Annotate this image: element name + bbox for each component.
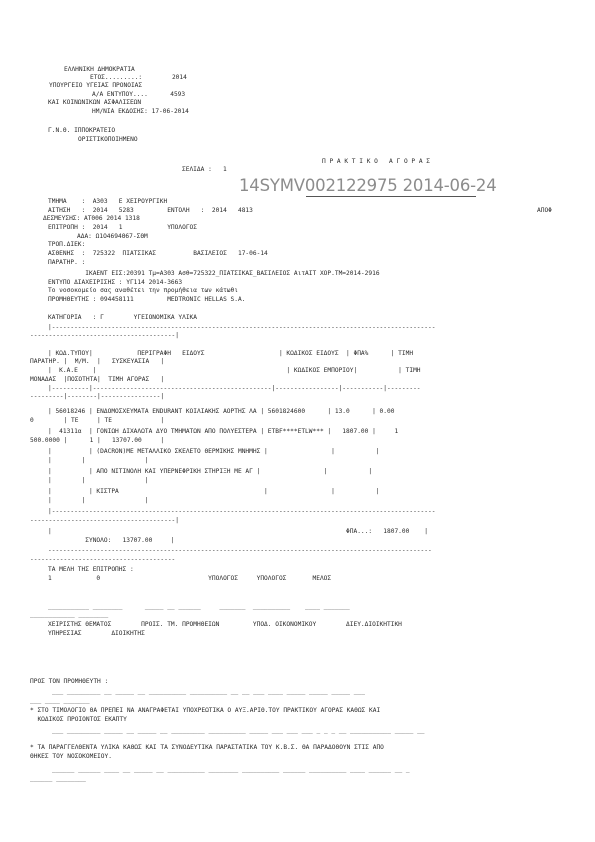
table-header-1: | ΚΩΔ.ΤΥΠΟΥ| ΠΕΡΙΓΡΑΦΗ ΕΙΔΟΥΣ | ΚΩΔΙΚΟΣ ΕΙΔΟΥΣ | ΦΠΑ% | ΤΙΜΗ	[48, 350, 414, 357]
table-header-2-cont: ΜΟΝΑΔΑΣ |ΠΟΣΟΤΗΤΑ| ΤΙΜΗ ΑΓΟΡΑΣ |	[30, 376, 165, 383]
committee-title: ΤΑ ΜΕΛΗ ΤΗΣ ΕΠΙΤΡΟΠΗΣ :	[48, 566, 134, 573]
table-header-separator-cont: ---------|--------|----------------|	[30, 393, 165, 400]
table-row-cont: | | |	[48, 497, 149, 504]
header-ministry-cont: ΚΑΙ ΚΟΙΝΩΝΙΚΩΝ ΑΣΦΑΛΙΣΕΩΝ	[48, 99, 142, 106]
signature-lines-cont: ____________ ________	[30, 611, 109, 618]
footer-note-invoice-cont: ΚΩΔΙΚΟΣ ΠΡΟΙΟΝΤΟΣ ΕΚΑΠΤΥ	[30, 716, 127, 723]
table-header-separator: |----------|------------------------------------------------|-----------------|-----------|---------	[48, 385, 421, 392]
header-form-number: Α/Α ΕΝΤΥΠΟΥ.... 4593	[92, 91, 186, 98]
committee-members: 1 0 ΥΠΟΛΟΓΟΣ ΥΠΟΛΟΓΟΣ ΜΕΛΟΣ	[48, 575, 332, 582]
table-row: | 56018246 | ΕΝΔΟΜΟΣΧΕΥΜΑΤΑ ENDURANT ΚΟΙΛΙΑΚΗΣ ΑΟΡΤΗΣ ΛΑ | 5601824600 | 13.0 | 0.00	[48, 408, 395, 415]
footer-rule: ___ _________ __ _____ __ __________ __________ __ __ ___ ____ _____ _____ _____ ___	[52, 688, 365, 695]
info-supplier: ΠΡΟΜΗΘΕΥΤΗΣ : 094458111 MEDTRONIC HELLAS S.A.	[48, 296, 246, 303]
signature-labels-cont: ΥΠΗΡΕΣΙΑΣ ΔΙΟΙΚΗΤΗΣ	[48, 630, 145, 637]
table-border-top: |-------------------------------------------------------------------------------------------------------	[48, 324, 436, 331]
footer-rule-cont: ___ ____ _______	[30, 697, 90, 704]
info-decision: ΑΠΟΦ	[537, 207, 552, 214]
footer-rule: ___ _________ _____ __ _____ __ _________ __________ _____ ___ ___ ___ _ _ _ __ ___________ _____ __	[52, 727, 425, 734]
table-row: | | ΑΠΟ ΝΙΤΙΝΟΛΗ ΚΑΙ ΥΠΕΡΝΕΦΡΙΚΗ ΣΤΗΡΙΞΗ ΜΕ ΑΓ | | |	[48, 468, 373, 475]
header-issue-date: ΗΜ/ΝΙΑ ΕΚΔΟΣΗΣ: 17-06-2014	[92, 108, 189, 115]
info-department: ΤΜΗΜΑ : Α303 Ε ΧΕΙΡΟΥΡΓΙΚΗ	[48, 198, 168, 205]
header-republic: ΕΛΛΗΝΙΚΗ ΔΗΜΟΚΡΑΤΙΑ	[64, 66, 135, 73]
vat-total: | ΦΠΑ...: 1807.00 |	[48, 528, 428, 535]
stamp-underline	[306, 196, 476, 197]
info-patient: ΑΣΘΕΝΗΣ : 725322 ΠΙΑΤΣΙΚΑΣ ΒΑΣΙΛΕΙΟΣ 17-06-14	[48, 250, 268, 257]
table-header-1-cont: ΠΑΡΑΤΗΡ. | Μ/Μ. | ΣΥΣΚΕΥΑΣΙΑ |	[30, 358, 165, 365]
table-border-bottom: |-------------------------------------------------------------------------------------------------------	[48, 508, 436, 515]
table-row-cont: | | |	[48, 457, 149, 464]
table-row: | | (DACRON)ΜΕ ΜΕΤΑΛΛΙΚΟ ΣΚΕΛΕΤΟ ΘΕΡΜΙΚΗΣ ΜΝΗΜΗΣ | | |	[48, 448, 380, 455]
table-border-bottom-cont: ---------------------------------------|	[30, 517, 180, 524]
table-row-cont: 500.0000 | 1 | 13707.00 |	[30, 437, 165, 444]
info-assignment: Το νοσοκομείο σας αναθέτει την προμήθεια των κάτωθι	[48, 287, 238, 294]
info-management-form: ΕΝΤΥΠΟ ΔΙΑΧΕΙΡΙΣΗΣ : ΥΓ114 2014-3663	[48, 279, 183, 286]
footer-note-delivery-cont: ΘΗΚΕΣ ΤΟΥ ΝΟΣΟΚΟΜΕΙΟΥ.	[30, 753, 112, 760]
info-request: ΑΙΤΗΣΗ : 2014 5283 ΕΝΤΟΛΗ : 2014 4813	[48, 207, 253, 214]
info-committee: ΕΠΙΤΡΟΠΗ : 2014 1 ΥΠΟΛΟΓΟΣ	[48, 224, 198, 231]
registry-stamp: 14SYMV002122975 2014-06-24	[239, 176, 497, 195]
info-trop: ΤΡΟΠ.ΔΙΕΚ:	[48, 241, 86, 248]
table-row: | 41311α | ΓΟΝΙΩΗ ΔΙΧΑΛΩΤΑ ΔΥΟ ΤΜΗΜΑΤΩΝ ΑΠΟ ΠΟΛΥΕΣΤΕΡΑ | ETBF****ETLW*** | 1807.00 | 1	[48, 428, 399, 435]
header-status: ΟΡΙΣΤΙΚΟΠΟΙΗΜΕΝΟ	[78, 136, 138, 143]
totals-border: -------------------------------------------------------------------------------------------------------	[48, 547, 432, 554]
footer-note-invoice: * ΣΤΟ ΤΙΜΟΛΟΓΙΟ ΘΑ ΠΡΕΠΕΙ ΝΑ ΑΝΑΓΡΑΦΕΤΑΙ ΥΠΟΧΡΕΩΤΙΚΑ Ο ΑΥΞ.ΑΡΙΘ.ΤΟΥ ΠΡΑΚΤΙΚΟΥ ΑΓΟΡΑΣ ΚΑΘΩΣ ΚΑΙ	[30, 707, 381, 714]
table-row: | | ΚΙΣΤΡΑ | | |	[48, 488, 380, 495]
table-row-cont: 0 | ΤΕ | ΤΕ |	[30, 417, 165, 424]
table-row-cont: | | |	[48, 477, 149, 484]
header-hospital: Γ.Ν.Θ. ΙΠΠΟΚΡΑΤΕΙΟ	[48, 127, 116, 134]
grand-total: ΣΥΝΟΛΟ: 13707.00 |	[48, 537, 175, 544]
header-year: ΕΤΟΣ.........: 2014	[90, 74, 187, 81]
document-title: Π Ρ Α Κ Τ Ι Κ Ο Α Γ Ο Ρ Α Σ	[322, 158, 431, 165]
info-commitment: ΔΕΣΜΕΥΣΗΣ: ΑΤ006 2014 1318	[43, 215, 140, 222]
table-header-2: | Κ.Α.Ε | | ΚΩΔΙΚΟΣ ΕΜΠΟΡΙΟΥ| | ΤΙΜΗ	[48, 367, 421, 374]
category-line: ΚΑΤΗΓΟΡΙΑ : Γ ΥΓΕΙΟΝΟΜΙΚΑ ΥΛΙΚΑ	[48, 314, 198, 321]
footer-rule: ______ ______ ____ __ _____ __ __________ ________ __________ ______ __________ ____ ______ __ _	[52, 766, 410, 773]
footer-note-delivery: * ΤΑ ΠΑΡΑΓΓΕΛΘΕΝΤΑ ΥΛΙΚΑ ΚΑΘΩΣ ΚΑΙ ΤΑ ΣΥΝΟΔΕΥΤΙΚΑ ΠΑΡΑΣΤΑΤΙΚΑ ΤΟΥ Κ.Β.Σ. ΘΑ ΠΑΡΑΔΟΘΟΥΝ ΣΤΙΣ ΑΠΟ	[30, 744, 384, 751]
header-ministry: ΥΠΟΥΡΓΕΙΟ ΥΓΕΙΑΣ ΠΡΟΝΟΙΑΣ	[49, 82, 143, 89]
to-supplier-heading: ΠΡΟΣ ΤΟΝ ΠΡΟΜΗΘΕΥΤΗ :	[30, 678, 109, 685]
signature-labels: ΧΕΙΡΙΣΤΗΣ ΘΕΜΑΤΟΣ ΠΡΟΙΣ. ΤΜ. ΠΡΟΜΗΘΕΙΩΝ ΥΠΟΔ. ΟΙΚΟΝΟΜΙΚΟΥ ΔΙΕΥ.ΔΙΟΙΚΗΤΙΚΗ	[48, 621, 402, 628]
table-border-top-cont: ---------------------------------------|	[30, 332, 180, 339]
info-remarks-label: ΠΑΡΑΤΗΡ. :	[48, 259, 86, 266]
footer-rule-cont: ______ ________	[30, 775, 86, 782]
totals-border-cont: ---------------------------------------	[30, 556, 176, 563]
page-number: ΣΕΛΙΔΑ : 1	[182, 166, 227, 173]
info-ada: ΑΔΑ: Ω1Ο4694Θ67-ΣΘΜ	[77, 233, 148, 240]
info-remarks-text: ΙΚΑΕΝΤ ΕΙΣ:20391 Τμ=Α303 Ασθ=725322_ΠΙΑΤΣΙΚΑΣ_ΒΑΣΙΛΕΙΟΣ ΑιτΑΙΤ ΧΟΡ.ΤΜ=2014-2916	[48, 270, 380, 277]
signature-lines: ___________ ________ _____ __ ______ _______ __________ ____ _______	[48, 603, 350, 610]
